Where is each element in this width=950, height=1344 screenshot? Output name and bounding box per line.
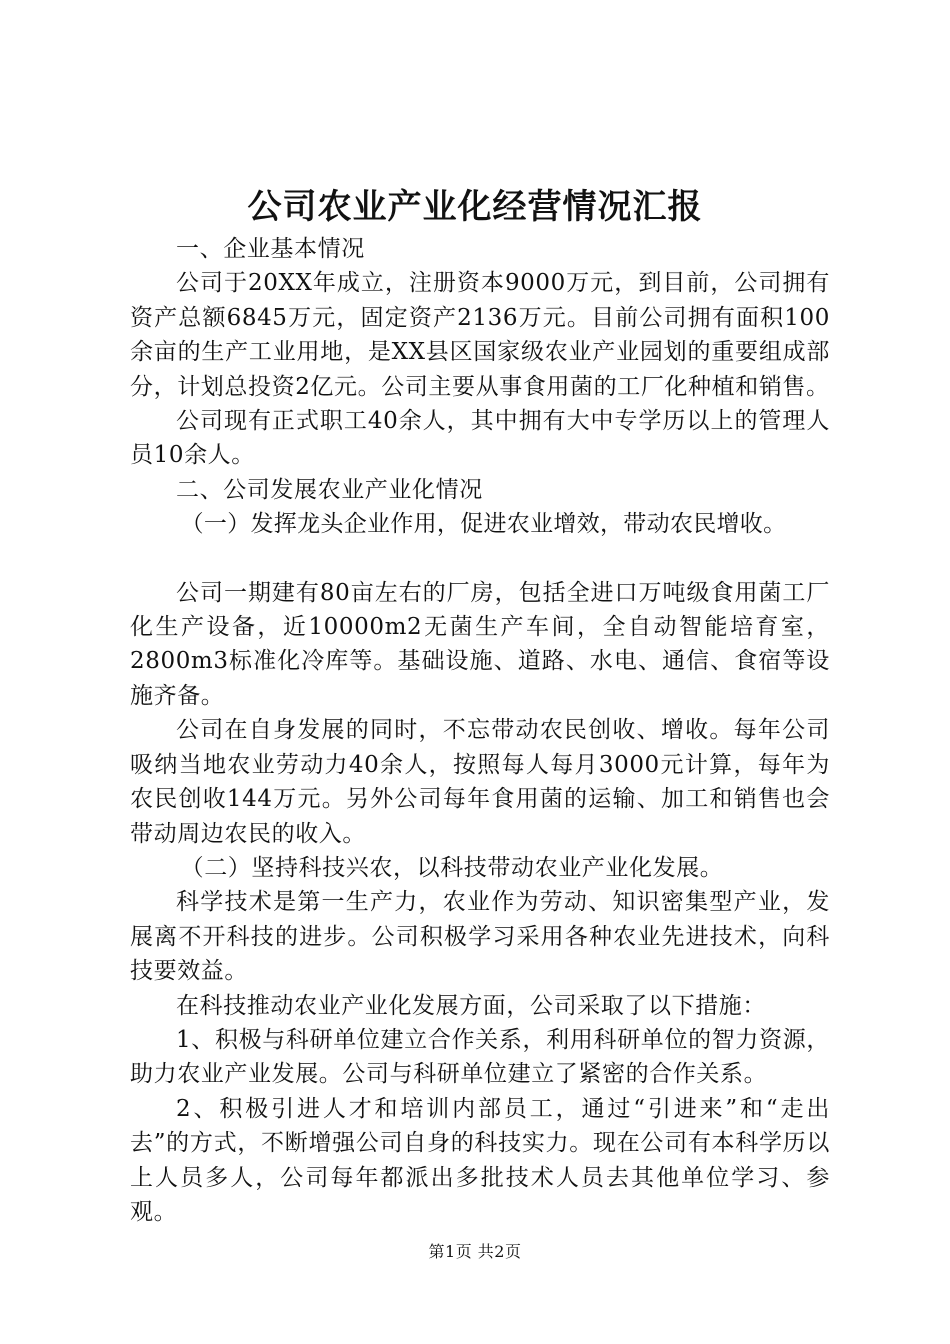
paragraph-facilities: 公司一期建有80亩左右的厂房，包括全进口万吨级食用菌工厂化生产设备，近10000m2无菌生产车间，全自动智能培育室，2800m3标准化冷库等。基础设施、道路、水电、通信、食宿等设施齐备。 — [130, 579, 830, 709]
subsection-heading-1: （一）发挥龙头企业作用，促进农业增效，带动农民增收。 — [180, 511, 787, 538]
document-title: 公司农业产业化经营情况汇报 — [247, 187, 703, 227]
page-footer: 第1页 共2页 — [428, 1242, 522, 1261]
paragraph-spacer — [130, 542, 830, 576]
section-heading-1: 一、企业基本情况 — [176, 236, 365, 262]
paragraph-measure-1: 1、积极与科研单位建立合作关系，利用科研单位的智力资源，助力农业产业发展。公司与科研单位建立了紧密的合作关系。 — [130, 1026, 830, 1088]
document-body — [130, 232, 830, 1229]
paragraph-technology: 科学技术是第一生产力，农业作为劳动、知识密集型产业，发展离不开科技的进步。公司积极学习采用各种农业先进技术，向科技要效益。 — [130, 889, 830, 985]
section-heading-2: 二、公司发展农业产业化情况 — [176, 476, 483, 503]
paragraph-farmer-income: 公司在自身发展的同时，不忘带动农民创收、增收。每年公司吸纳当地农业劳动力40余人，按照每人每月3000元计算，每年为农民创收144万元。另外公司每年食用菌的运输、加工和销售也会带动周边农民的收入。 — [130, 717, 830, 847]
paragraph-staff: 公司现有正式职工40余人，其中拥有大中专学历以上的管理人员10余人。 — [130, 408, 830, 469]
paragraph-company-overview: 公司于20XX年成立，注册资本9000万元，到目前，公司拥有资产总额6845万元，固定资产2136万元。目前公司拥有面积100余亩的生产工业用地，是XX县区国家级农业产业园划的重要组成部分，计划总投资2亿元。公司主要从事食用菌的工厂化种植和销售。 — [130, 270, 830, 400]
paragraph-measures-intro: 在科技推动农业产业化发展方面，公司采取了以下措施： — [176, 992, 766, 1019]
subsection-heading-2: （二）坚持科技兴农，以科技带动农业产业化发展。 — [180, 854, 724, 881]
paragraph-measure-2: 2、积极引进人才和培训内部员工，通过“引进来”和“走出去”的方式，不断增强公司自身的科技实力。现在公司有本科学历以上人员多人，公司每年都派出多批技术人员去其他单位学习、参观。 — [130, 1095, 830, 1225]
